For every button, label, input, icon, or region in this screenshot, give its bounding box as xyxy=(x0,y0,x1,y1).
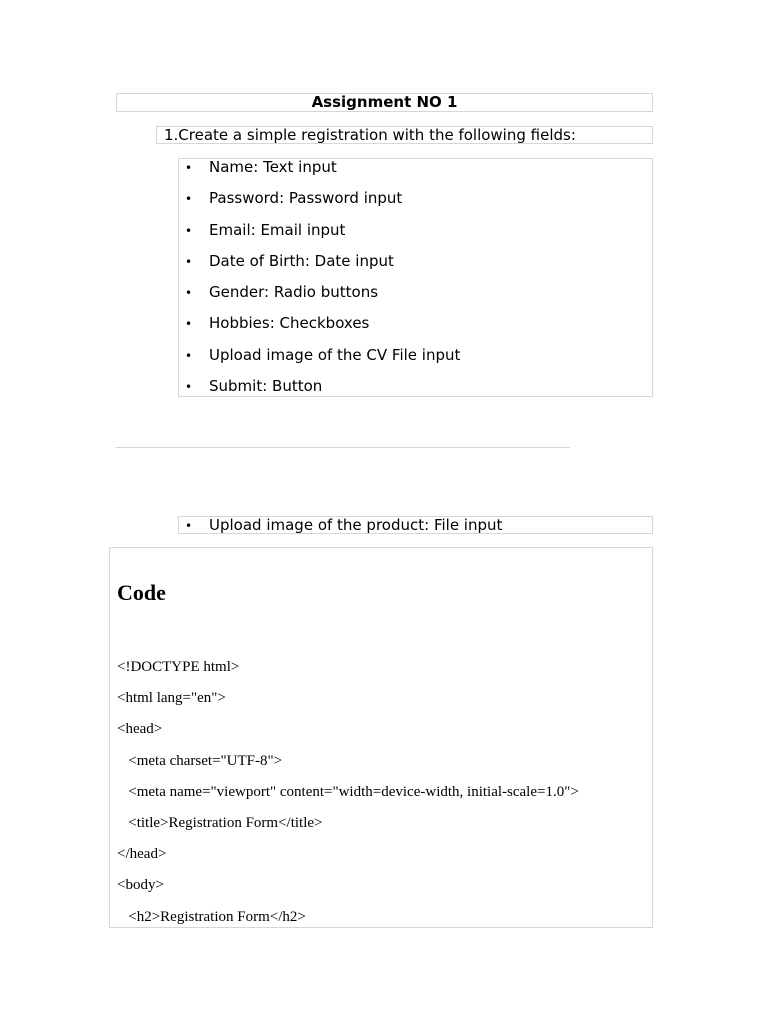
list-item-text: Upload image of the CV File input xyxy=(209,345,461,364)
list-item xyxy=(179,159,652,190)
task-description-text: 1.Create a simple registration with the following fields: xyxy=(164,126,576,144)
task-description xyxy=(156,126,653,144)
list-item xyxy=(179,253,652,284)
code-line: <head> xyxy=(117,721,163,738)
list-item xyxy=(179,378,652,409)
code-line: <meta name="viewport" content="width=device-width, initial-scale=1.0"> xyxy=(117,783,579,800)
code-line: <h2>Registration Form</h2> xyxy=(117,908,306,925)
assignment-title-text: Assignment NO 1 xyxy=(311,93,458,111)
code-line: </head> xyxy=(117,846,167,863)
code-line: <!DOCTYPE html> xyxy=(117,659,240,675)
list-item xyxy=(179,315,652,346)
list-item-text: Name: Text input xyxy=(209,158,337,176)
list-item-text: Email: Email input xyxy=(209,220,346,239)
list-item-text: Submit: Button xyxy=(209,377,323,396)
section-divider xyxy=(116,447,570,448)
assignment-title xyxy=(116,93,653,112)
list-item xyxy=(179,284,652,315)
bullet-icon: • xyxy=(185,223,193,238)
list-item xyxy=(179,190,652,221)
code-line: <body> xyxy=(117,877,164,894)
list-item-text: Date of Birth: Date input xyxy=(209,251,394,270)
fields-list-box xyxy=(178,158,653,397)
code-line: <html lang="en"> xyxy=(117,690,226,707)
bullet-icon: • xyxy=(185,161,193,175)
list-item-text: Password: Password input xyxy=(209,189,403,208)
code-block xyxy=(117,659,579,928)
list-item xyxy=(179,222,652,253)
bullet-icon: • xyxy=(185,286,193,301)
list-item-text: Gender: Radio buttons xyxy=(209,283,379,302)
bullet-icon: • xyxy=(185,192,193,207)
bullet-icon: • xyxy=(185,348,193,363)
bullet-icon: • xyxy=(185,254,193,269)
bullet-icon: • xyxy=(185,317,193,332)
list-item-text: Upload image of the product: File input xyxy=(209,516,503,534)
fields-list xyxy=(179,159,652,409)
bullet-icon: • xyxy=(185,380,193,395)
list-item xyxy=(179,517,652,548)
list-item xyxy=(179,347,652,378)
product-field-box xyxy=(178,516,653,534)
bullet-icon: • xyxy=(185,519,193,533)
code-line: <title>Registration Form</title> xyxy=(117,814,323,831)
code-heading: Code xyxy=(117,580,166,605)
code-section xyxy=(109,547,653,928)
code-line: <meta charset="UTF-8"> xyxy=(117,752,283,769)
list-item-text: Hobbies: Checkboxes xyxy=(209,314,370,333)
